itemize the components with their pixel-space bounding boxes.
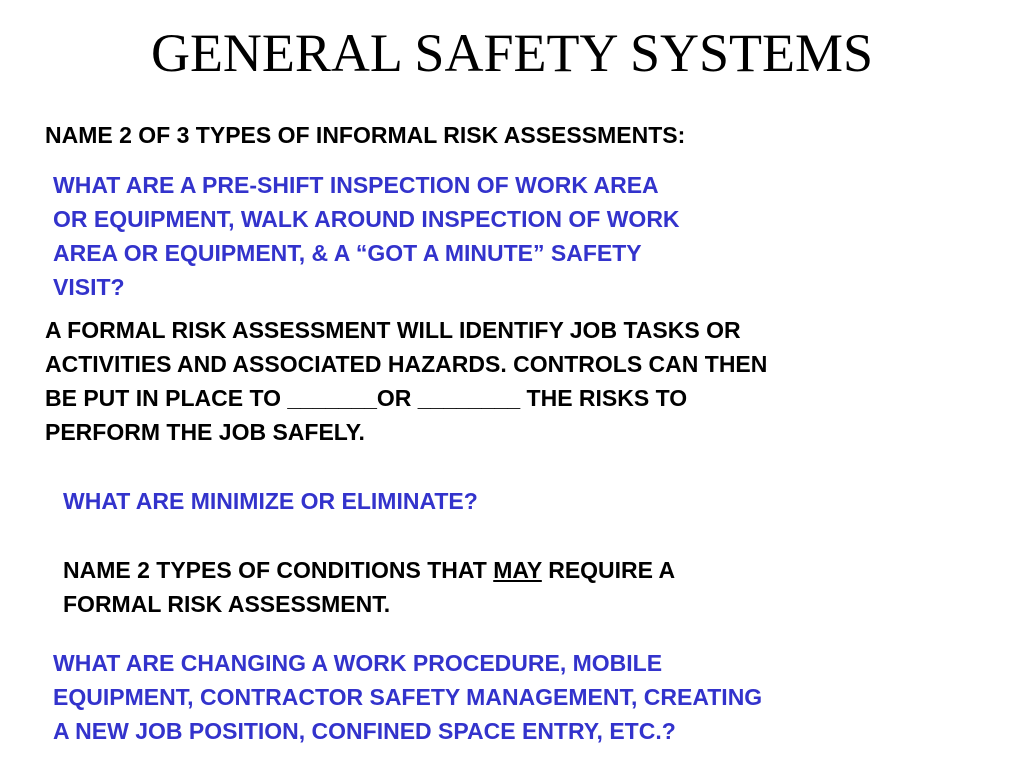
question2-line: A FORMAL RISK ASSESSMENT WILL IDENTIFY JOB TASKS OR: [45, 317, 741, 343]
answer1-line: WHAT ARE A PRE-SHIFT INSPECTION OF WORK AREA: [53, 172, 659, 198]
answer3-line: WHAT ARE CHANGING A WORK PROCEDURE, MOBILE: [53, 650, 663, 676]
answer-informal-risk-assessments: [53, 168, 853, 304]
question2-line: PERFORM THE JOB SAFELY.: [45, 419, 365, 445]
answer-minimize-eliminate: WHAT ARE MINIMIZE OR ELIMINATE?: [63, 488, 478, 514]
answer3-line: EQUIPMENT, CONTRACTOR SAFETY MANAGEMENT, CREATING: [53, 684, 763, 710]
answer1-line: OR EQUIPMENT, WALK AROUND INSPECTION OF WORK: [53, 206, 680, 232]
question-formal-risk-assessment: [45, 313, 1005, 449]
answer3-line: A NEW JOB POSITION, CONFINED SPACE ENTRY, ETC.?: [53, 718, 676, 744]
answer1-line: VISIT?: [53, 274, 125, 300]
answer-conditions-formal-assessment: [53, 646, 993, 748]
question2-line: BE PUT IN PLACE TO _______OR ________ THE RISKS TO: [45, 385, 688, 411]
question3-emphasis-may: MAY: [493, 557, 542, 583]
question3-text-before: NAME 2 TYPES OF CONDITIONS THAT: [63, 557, 494, 583]
question-conditions-formal-assessment: [63, 553, 863, 621]
answer1-line: AREA OR EQUIPMENT, & A “GOT A MINUTE” SAFETY: [53, 240, 642, 266]
question3-line-1: [63, 553, 863, 587]
question3-line-2: FORMAL RISK ASSESSMENT.: [63, 591, 391, 617]
question2-line: ACTIVITIES AND ASSOCIATED HAZARDS. CONTROLS CAN THEN: [45, 351, 768, 377]
question-informal-risk-assessments: NAME 2 OF 3 TYPES OF INFORMAL RISK ASSESSMENTS:: [45, 122, 686, 148]
question3-text-after: REQUIRE A: [541, 557, 676, 583]
slide-title: GENERAL SAFETY SYSTEMS: [150, 23, 874, 83]
